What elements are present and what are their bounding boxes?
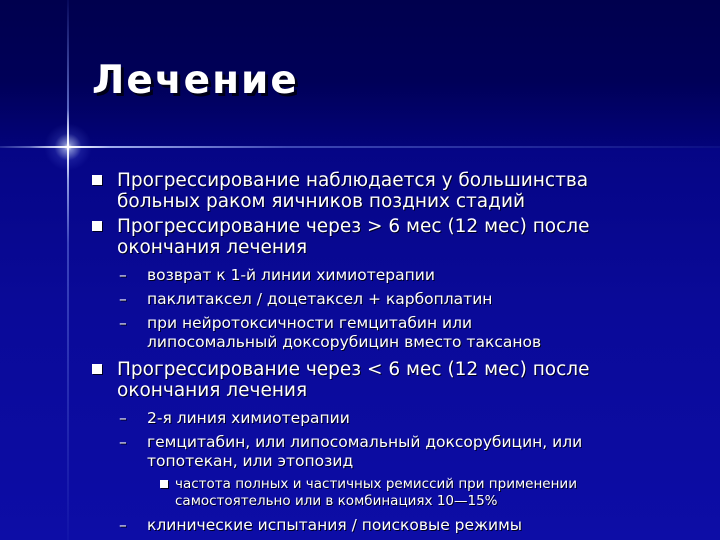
dash-bullet-icon: – <box>119 314 127 332</box>
list-item-line: возврат к 1-й линии химиотерапии <box>147 266 435 284</box>
list-item-level2 <box>92 314 712 352</box>
list-item-line: больных раком яичников поздних стадий <box>117 191 525 212</box>
sparkle-vertical-ray <box>67 110 69 180</box>
list-item-level2 <box>92 266 712 285</box>
slide-title: Лечение <box>92 58 299 103</box>
list-item-level3 <box>92 476 712 510</box>
dash-bullet-icon: – <box>119 433 127 451</box>
list-item-level2 <box>92 409 712 428</box>
small-square-bullet-icon <box>160 480 168 488</box>
list-item-line: 2-я линия химиотерапии <box>147 409 350 427</box>
list-item-line: Прогрессирование через > 6 мес (12 мес) после <box>117 216 590 237</box>
list-item-line: при нейротоксичности гемцитабин или <box>147 314 473 332</box>
list-item-level1 <box>92 216 712 258</box>
list-item-line: липосомальный доксорубицин вместо таксанов <box>147 333 542 351</box>
list-item-level2 <box>92 433 712 471</box>
dash-bullet-icon: – <box>119 266 127 284</box>
list-item-line: Прогрессирование через < 6 мес (12 мес) после <box>117 359 590 380</box>
list-item-level1 <box>92 170 712 212</box>
list-item-line: окончания лечения <box>117 380 308 401</box>
list-item-line: частота полных и частичных ремиссий при применении <box>175 476 577 492</box>
dash-bullet-icon: – <box>119 290 127 308</box>
list-item-line: окончания лечения <box>117 237 308 258</box>
list-item-line: паклитаксел / доцетаксел + карбоплатин <box>147 290 493 308</box>
bullet-list <box>92 170 712 540</box>
list-item-line: топотекан, или этопозид <box>147 452 354 470</box>
sparkle-horizontal-ray <box>30 146 110 148</box>
list-item-level1 <box>92 359 712 401</box>
list-item-level2 <box>92 516 712 535</box>
list-item-line: Прогрессирование наблюдается у большинства <box>117 170 589 191</box>
dash-bullet-icon: – <box>119 409 127 427</box>
square-bullet-icon <box>92 364 102 374</box>
vertical-divider-line <box>67 0 69 540</box>
square-bullet-icon <box>92 221 102 231</box>
square-bullet-icon <box>92 175 102 185</box>
list-item-line: самостоятельно или в комбинациях 10—15% <box>175 493 498 509</box>
list-item-level2 <box>92 290 712 309</box>
list-item-line: клинические испытания / поисковые режимы <box>147 516 523 534</box>
dash-bullet-icon: – <box>119 516 127 534</box>
list-item-line: гемцитабин, или липосомальный доксорубицин, или <box>147 433 583 451</box>
